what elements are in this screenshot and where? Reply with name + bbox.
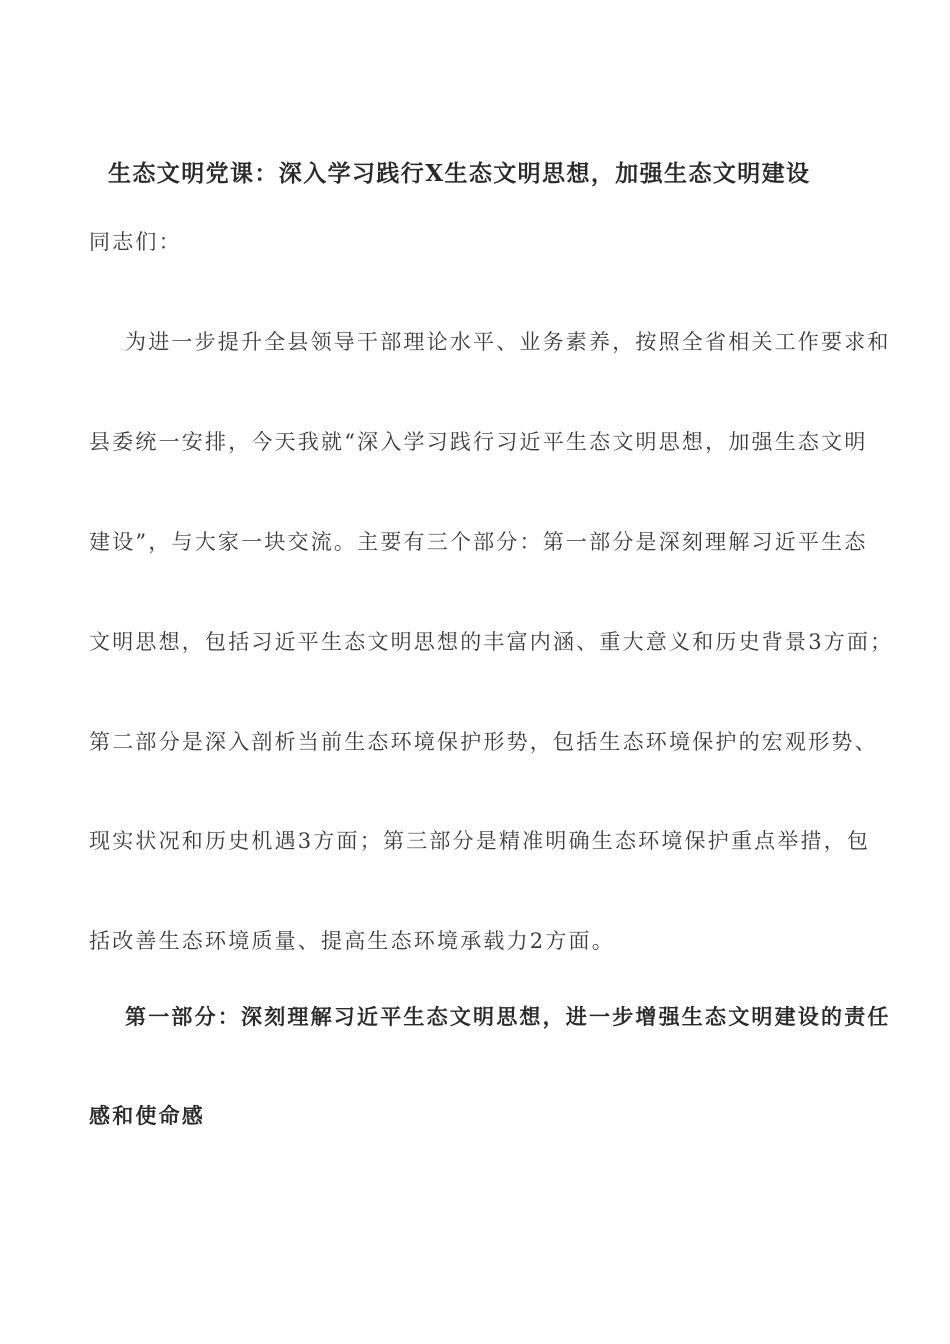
paragraph-line: 为进一步提升全县领导干部理论水平、业务素养，按照全省相关工作要求和 bbox=[125, 330, 891, 354]
section-heading-line: 第一部分：深刻理解习近平生态文明思想，进一步增强生态文明建设的责任 bbox=[125, 1004, 891, 1029]
paragraph-line: 现实状况和历史机遇3方面；第三部分是精准明确生态环境保护重点举措，包 bbox=[89, 829, 871, 853]
paragraph-line: 第二部分是深入剖析当前生态环境保护形势，包括生态环境保护的宏观形势、 bbox=[89, 730, 878, 754]
paragraph-line: 建设”，与大家一块交流。主要有三个部分：第一部分是深刻理解习近平生态 bbox=[89, 530, 868, 554]
paragraph-line: 文明思想，包括习近平生态文明思想的丰富内涵、重大意义和历史背景3方面； bbox=[89, 630, 894, 654]
document-title: 生态文明党课：深入学习践行X生态文明思想，加强生态文明建设 bbox=[108, 160, 811, 187]
section-heading-line: 感和使命感 bbox=[89, 1103, 205, 1128]
paragraph-line: 县委统一安排，今天我就“深入学习践行习近平生态文明思想，加强生态文明 bbox=[89, 430, 868, 454]
paragraph-line: 括改善生态环境质量、提高生态环境承载力2方面。 bbox=[89, 929, 615, 953]
salutation: 同志们： bbox=[89, 230, 182, 254]
